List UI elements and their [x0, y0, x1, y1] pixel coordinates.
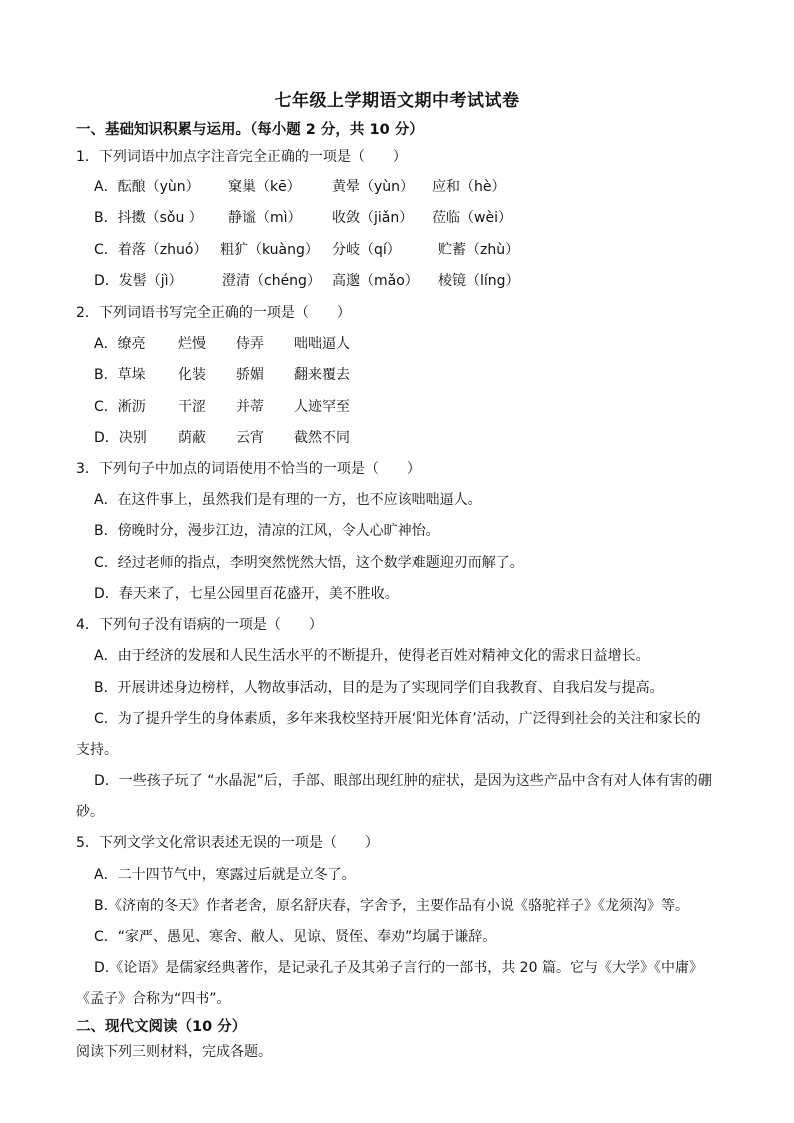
question-4-option-a: A．由于经济的发展和人民生活水平的不断提升，使得老百姓对精神文化的需求日益增长。: [94, 648, 650, 664]
question-5-option-d-cont: 《孟子》合称为“四书”。: [76, 991, 231, 1007]
question-5-option-c: C．“家严、愚见、寒舍、敝人、见谅、贤侄、奉劝”均属于谦辞。: [94, 929, 497, 945]
question-1-option-c: C．着落（zhuó） 粗犷（kuàng） 分岐（qí） 贮蓄（zhù）: [94, 242, 520, 258]
section-heading-2: 二、现代文阅读（10 分）: [76, 1019, 247, 1035]
question-1-option-d: D．发髻（jì） 澄清（chéng） 高邈（mǎo） 棱镜（líng）: [94, 273, 520, 289]
question-1-option-a: A．酝酿（yùn） 窠巢（kē） 黄晕（yùn） 应和（hè）: [94, 179, 506, 195]
question-2-option-b: B．草垛 化装 骄媚 翻来覆去: [94, 367, 350, 383]
question-3-option-a: A．在这件事上，虽然我们是有理的一方，也不应该咄咄逼人。: [94, 492, 482, 508]
question-3-option-c: C．经过老师的指点，李明突然恍然大悟，这个数学难题迎刃而解了。: [94, 555, 524, 571]
question-2-option-a: A．缭亮 烂慢 侍弄 咄咄逼人: [94, 336, 350, 352]
question-4-option-c: C．为了提升学生的身体素质，多年来我校坚持开展‘阳光体育’活动，广泛得到社会的关注和家长的: [94, 711, 701, 727]
question-4-option-d: D．一些孩子玩了 “水晶泥”后，手部、眼部出现红肿的症状，是因为这些产品中含有对人体有害的硼: [94, 773, 712, 789]
question-5-option-b: B.《济南的冬天》作者老舍，原名舒庆春，字舍予，主要作品有小说《骆驼祥子》《龙须沟》等。: [94, 898, 690, 914]
question-3-option-d: D．春天来了，七星公园里百花盛开，美不胜收。: [94, 586, 399, 602]
question-4-option-b: B．开展讲述身边榜样，人物故事活动，目的是为了实现同学们自我教育、自我启发与提高。: [94, 680, 664, 696]
question-4-option-d-cont: 砂。: [76, 804, 104, 820]
question-5-stem: 5．下列文学文化常识表述无误的一项是（ ）: [76, 835, 379, 851]
question-2-option-d: D．决别 荫蔽 云宵 截然不同: [94, 430, 350, 446]
question-1-option-b: B．抖擞（sǒu ） 静谧（mì） 收敛（jiǎn） 莅临（wèi）: [94, 210, 512, 226]
page-title: 七年级上学期语文期中考试试卷: [274, 91, 520, 111]
question-2-stem: 2．下列词语书写完全正确的一项是（ ）: [76, 305, 351, 321]
question-4-option-c-cont: 支持。: [76, 742, 118, 758]
section-heading-1: 一、基础知识积累与运用。（每小题 2 分，共 10 分）: [76, 122, 424, 138]
question-5-option-a: A．二十四节气中，寒露过后就是立冬了。: [94, 867, 356, 883]
question-5-option-d: D.《论语》是儒家经典著作，是记录孔子及其弟子言行的一部书，共 20 篇。它与《大学》《中庸》: [94, 960, 703, 976]
section-2-intro: 阅读下列三则材料，完成各题。: [76, 1044, 272, 1060]
question-4-stem: 4．下列句子没有语病的一项是（ ）: [76, 617, 323, 633]
question-1-stem: 1．下列词语中加点字注音完全正确的一项是（ ）: [76, 149, 407, 165]
question-3-option-b: B．傍晚时分，漫步江边，清凉的江风，令人心旷神怡。: [94, 523, 440, 539]
question-2-option-c: C．淅沥 干涩 并蒂 人迹罕至: [94, 399, 350, 415]
question-3-stem: 3．下列句子中加点的词语使用不恰当的一项是（ ）: [76, 461, 421, 477]
